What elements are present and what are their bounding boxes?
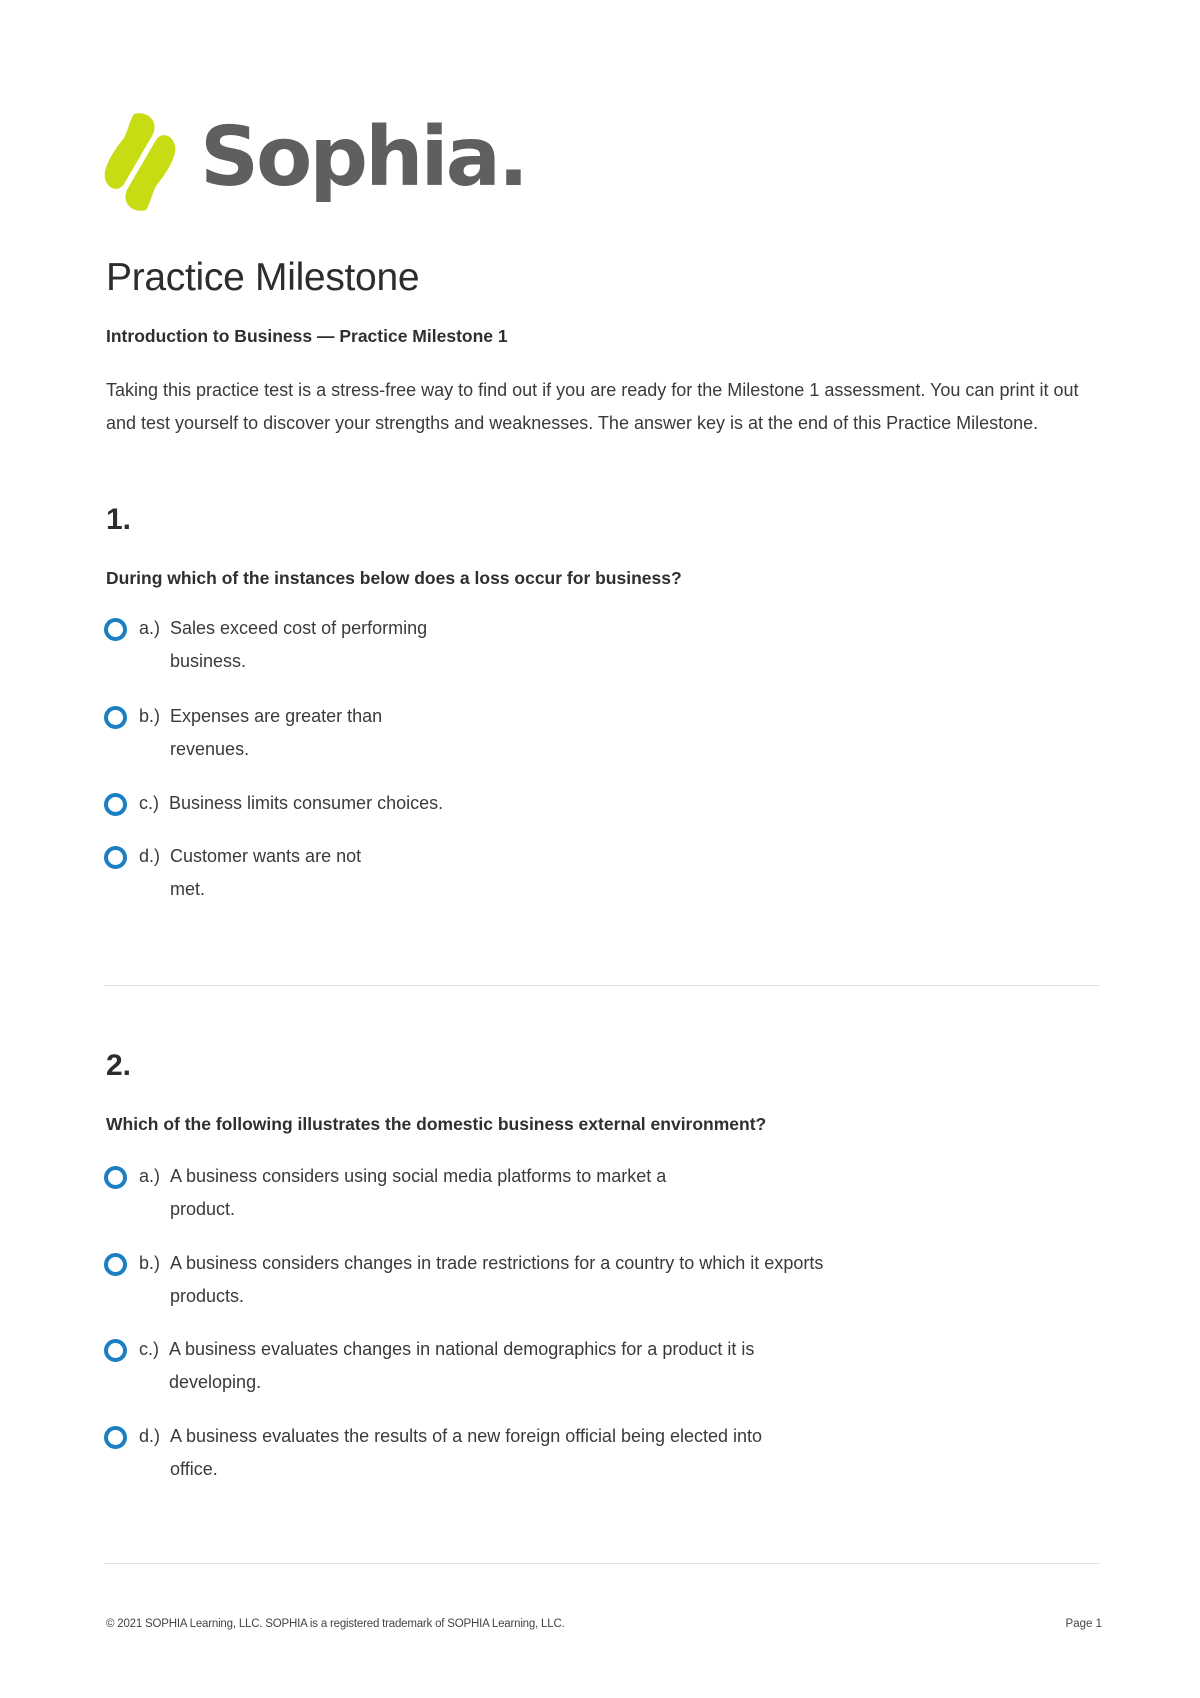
answer-option[interactable]	[104, 840, 361, 906]
option-letter: c.)	[139, 793, 159, 813]
sophia-logo	[104, 112, 526, 212]
question-number: 1.	[106, 503, 132, 536]
option-text: Expenses are greater than revenues.	[170, 706, 383, 759]
option-letter: c.)	[139, 1339, 159, 1359]
question-number: 2.	[106, 1049, 132, 1082]
option-letter: b.)	[139, 706, 161, 726]
radio-button-icon[interactable]	[104, 793, 127, 816]
sophia-wordmark: Sophia.	[200, 110, 527, 205]
radio-button-icon[interactable]	[104, 1253, 127, 1276]
answer-option[interactable]	[104, 1420, 762, 1486]
answer-option[interactable]	[104, 1160, 666, 1226]
footer-copyright: © 2021 SOPHIA Learning, LLC. SOPHIA is a registered trademark of SOPHIA Learning, LLC.	[106, 1618, 565, 1630]
question-text: Which of the following illustrates the domestic business external environment?	[106, 1114, 767, 1134]
intro-paragraph: Taking this practice test is a stress-free way to find out if you are ready for the Milestone 1 assessment. You can print it out and test yourself to discover your strengths and weaknesses. The answer key is at the end of this Practice Milestone.	[106, 380, 1079, 433]
section-divider	[104, 1563, 1100, 1564]
option-letter: d.)	[139, 846, 161, 866]
radio-button-icon[interactable]	[104, 618, 127, 641]
sophia-logo-mark	[104, 112, 176, 212]
option-letter: a.)	[139, 1166, 161, 1186]
page-subtitle: Introduction to Business — Practice Milestone 1	[106, 326, 508, 346]
option-text: Customer wants are not met.	[170, 846, 362, 899]
page-title: Practice Milestone	[106, 256, 420, 299]
answer-option[interactable]	[104, 787, 443, 820]
radio-button-icon[interactable]	[104, 1426, 127, 1449]
radio-button-icon[interactable]	[104, 846, 127, 869]
footer-page-number: Page 1	[1065, 1618, 1102, 1630]
answer-option[interactable]	[104, 612, 427, 678]
option-text: A business evaluates the results of a new foreign official being elected into office.	[170, 1426, 763, 1479]
option-text: A business considers changes in trade restrictions for a country to which it exports products.	[170, 1253, 824, 1306]
option-letter: a.)	[139, 618, 161, 638]
option-text: A business evaluates changes in national demographics for a product it is developing.	[169, 1339, 755, 1392]
option-text: Sales exceed cost of performing business.	[170, 618, 428, 671]
answer-option[interactable]	[104, 1247, 823, 1313]
radio-button-icon[interactable]	[104, 1166, 127, 1189]
option-letter: b.)	[139, 1253, 161, 1273]
answer-option[interactable]	[104, 1333, 754, 1399]
radio-button-icon[interactable]	[104, 1339, 127, 1362]
option-text: Business limits consumer choices.	[169, 793, 444, 813]
question-text: During which of the instances below does a loss occur for business?	[106, 568, 682, 588]
radio-button-icon[interactable]	[104, 706, 127, 729]
option-letter: d.)	[139, 1426, 161, 1446]
section-divider	[104, 985, 1100, 986]
answer-option[interactable]	[104, 700, 382, 766]
option-text: A business considers using social media platforms to market a product.	[170, 1166, 667, 1219]
